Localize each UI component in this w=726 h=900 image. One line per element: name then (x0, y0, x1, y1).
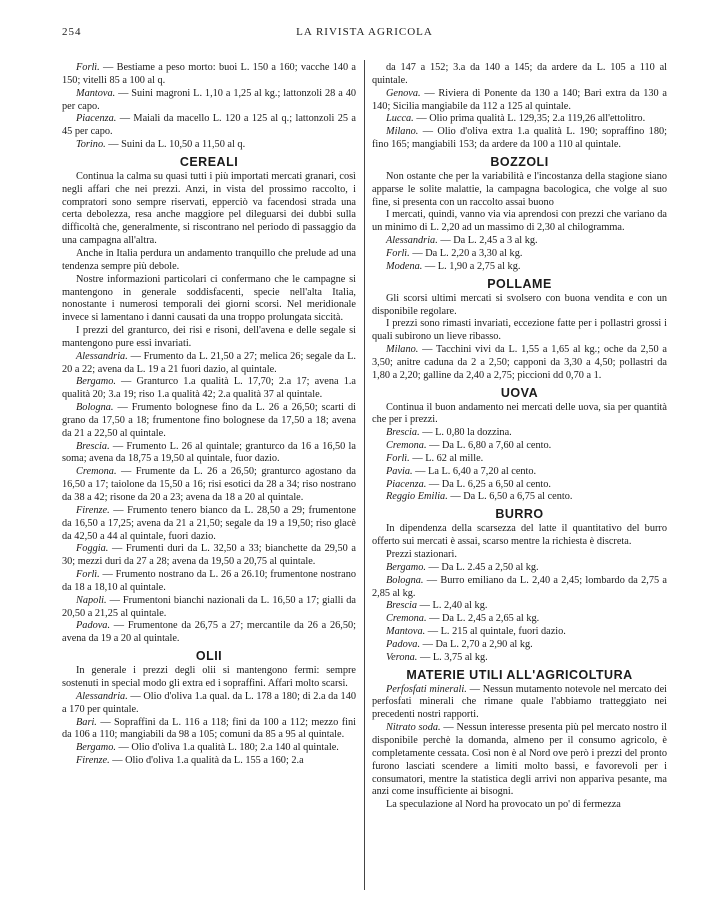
bozzoli-intro (372, 171, 667, 235)
market-entry (62, 742, 356, 755)
market-prices: — L. 2,40 al kg. (417, 600, 488, 612)
market-entry (372, 491, 667, 504)
page-header (62, 26, 667, 42)
market-entry (372, 613, 667, 626)
market-entry (62, 595, 356, 621)
market-entry (372, 626, 667, 639)
market-prices: — Burro emiliano da L. 2,40 a 2,45; lombardo da 2,75 a 2,85 al kg. (372, 574, 667, 599)
market-prices: — Bestiame a peso morto: buoi L. 150 a 160; vacche 140 a 150; vitelli 85 a 100 al q. (62, 62, 356, 86)
market-entry (62, 543, 356, 569)
section-heading-materie-utili: MATERIE UTILI ALL'AGRICOLTURA (406, 667, 633, 682)
market-entry (372, 113, 667, 126)
paragraph: I mercati, quindi, vanno via via aprendosi con prezzi che variano da un minimo di L. 2,20 ad un massimo di 2,30 al chilogramma. (372, 209, 667, 234)
market-prices: — Olio d'oliva 1.a qual. da L. 178 a 180; di 2.a da 140 a 170 per quintale. (62, 690, 356, 715)
market-entry (62, 113, 356, 139)
market-prices: — L. 1,90 a 2,75 al kg. (422, 260, 521, 272)
cereali-market-entries (62, 351, 356, 646)
market-city: Mantova. (76, 87, 116, 99)
market-entry (62, 466, 356, 505)
market-prices: — L. 3,75 al kg. (417, 651, 488, 663)
market-prices: — Frumentoni bianchi nazionali da L. 16,50 a 17; gialli da 20,50 a 21,25 al quintale. (62, 594, 356, 619)
market-prices: — Frumento bolognese fino da L. 26 a 26,50; scarti di grano da 17,50 a 18; frumentone fino bolognese da 17,50 a 18; avena da 21 a 22,50 al quintale. (62, 402, 356, 439)
market-entry (62, 402, 356, 441)
market-entry (372, 62, 667, 88)
market-city: Bergamo. (76, 376, 116, 388)
market-prices: — Olio prima qualità L. 129,35; 2.a 119,26 all'ettolitro. (413, 113, 646, 125)
market-city: Milano. (386, 126, 419, 138)
section-heading-bozzoli: BOZZOLI (490, 154, 549, 169)
market-city: Napoli. (76, 594, 107, 606)
market-prices: — Da L. 6,80 a 7,60 al cento. (426, 440, 552, 452)
market-prices: — Olio d'oliva 1.a qualità da L. 155 a 160; 2.a (109, 755, 304, 767)
market-prices: — Da L. 2.45 a 2,50 al kg. (425, 561, 539, 573)
running-title: LA RIVISTA AGRICOLA (296, 26, 433, 38)
market-prices: — Granturco 1.a qualità L. 17,70; 2.a 17; avena 1.a qualità 20; 3.a 19; riso 1.a qualità 42; 2.a qualità 37 al quintale. (62, 376, 356, 401)
market-prices: — Riviera di Ponente da 130 a 140; Bari extra da 130 a 140; Sicilia mangiabile da 112 a 125 al quintale. (372, 87, 667, 112)
market-entry (372, 466, 667, 479)
market-prices: — Nessun interesse presenta più pel mercato nostro il disponibile perchè la domanda, almeno per il consumo agricolo, è completamente cessata. Così non è al Nord ove però i prezzi del pronto furono lasciati scendere a limiti molto bassi, e favorevoli per i consumatori, mentre la statistica degli arrivi non appariva pesante, ma anzi come insufficiente ai bisogni. (372, 722, 667, 798)
section-heading-pollame: POLLAME (487, 276, 552, 291)
market-city: Cremona. (386, 440, 427, 452)
market-entry (372, 440, 667, 453)
market-city: Nitrato soda. (386, 722, 441, 734)
materie-entries (372, 684, 667, 800)
market-city: Alessandria. (76, 350, 128, 362)
market-city: Padova. (386, 638, 421, 650)
page-number: 254 (62, 26, 82, 38)
market-prices: — Frumento L. 26 al quintale; granturco da 16 a 16,50 la soma; avena da 18,75 a 19,50 al quintale, fuor dazio. (62, 440, 356, 465)
market-entry (62, 569, 356, 595)
market-city: Torino. (76, 139, 106, 151)
market-entry (62, 755, 356, 768)
market-city: Alessandria. (76, 690, 128, 702)
right-column (372, 62, 667, 812)
bozzoli-market-entries (372, 235, 667, 274)
market-prices: — Frumento nostrano da L. 26 a 26.10; frumentone nostrano da 18 a 18,10 al quintale. (62, 569, 356, 593)
market-city: Lucca. (386, 113, 414, 125)
section-heading-uova: UOVA (500, 385, 539, 400)
market-city: Firenze. (76, 755, 110, 767)
market-entry (372, 575, 667, 601)
market-city: Brescia. (386, 427, 420, 439)
paragraph: Non ostante che per la variabilità e l'incostanza della stagione siano apparse le solite malattie, la campagna bacologica, che volge al suo fine, si presenta con un raccolto assai buono (372, 170, 667, 208)
market-city: Forlì. (76, 569, 100, 581)
section-heading-burro: BURRO (495, 507, 544, 522)
market-prices: — Olio d'oliva 1.a qualità L. 180; 2.a 140 al quintale. (115, 742, 339, 754)
olii-market-entries (62, 691, 356, 768)
market-city: Modena. (386, 260, 423, 272)
market-city: Brescia. (76, 440, 110, 452)
market-city: Cremona. (76, 466, 117, 478)
market-city: Forlì. (386, 452, 410, 464)
market-entry (62, 691, 356, 717)
market-city: Mantova. (386, 626, 426, 638)
market-prices: — Frumente da L. 26 a 26,50; granturco agostano da 16,50 a 17; taiolone da 15,50 a 16; risi esotici da 28 a 34; riso nostrano da 38 a 42; risone da 20 a 23; avena da 18 a 20 al quintale. (62, 466, 356, 503)
market-entry (372, 427, 667, 440)
market-prices: — Sopraffini da L. 116 a 118; fini da 100 a 112; mezzo fini da 106 a 110; mangiabili da 98 a 105; comuni da 85 a 95 al quintale. (62, 716, 356, 741)
pollame-intro (372, 293, 667, 344)
market-city: Piacenza. (386, 478, 427, 490)
market-city: Forlì. (386, 247, 410, 259)
market-city: Verona. (386, 651, 418, 663)
market-city: Forlì. (76, 62, 100, 73)
market-city: Piacenza. (76, 113, 117, 125)
burro-market-entries (372, 562, 667, 665)
market-prices: — Olio d'oliva extra 1.a qualità L. 190; sopraffino 180; fino 165; mangiabili 153; da ardere da 100 a 110 al quintale. (372, 126, 667, 151)
market-prices: — Tacchini vivi da L. 1,55 a 1,65 al kg.; oche da 2,50 a 3,50; anitre caduna da 2 a 2,50; capponi da 3,30 a 4,50; pollastri da 1,80 a 2,20; galline da 2,40 a 2,75; piccioni dd 0,70 a 1. (372, 344, 667, 381)
pollame-market-entries (372, 344, 667, 383)
market-entry (372, 88, 667, 114)
market-city: Bologna. (76, 402, 114, 414)
paragraph: Prezzi stazionari. (386, 549, 457, 560)
market-city: Bergamo. (76, 742, 116, 754)
market-entry (372, 344, 667, 383)
market-city: Bergamo. (386, 561, 426, 573)
market-city: Perfosfati minerali. (386, 683, 467, 695)
market-prices: — Da L. 2,45 a 2,65 al kg. (426, 613, 540, 625)
uova-intro: Continua il buon andamento nei mercati delle uova, sia per quantità che per i prezzi. (372, 401, 667, 426)
olii-continued (372, 62, 667, 152)
section-heading-olii: OLII (195, 649, 223, 664)
paragraph: Nostre informazioni particolari ci confermano che le campagne si mantengono in generale soddisfacenti, specie nell'alta Italia, nonostante i numerosi temporali dei giorni scorsi. Nel meridionale invece si lamentano i danni causati da una troppo prolungata siccità. (62, 273, 356, 324)
market-prices: — Da L. 6,50 a 6,75 al cento. (447, 491, 573, 503)
market-prices: — Da L. 2,70 a 2,90 al kg. (420, 638, 533, 650)
market-prices: — Da L. 6,25 a 6,50 al cento. (426, 478, 552, 490)
market-prices: — Frumento da L. 21,50 a 27; melica 26; segale da L. 20 a 22; avena da L. 19 a 21 fuori dazio, al quintale. (62, 350, 356, 375)
market-prices: — L. 0,80 la dozzina. (419, 427, 512, 439)
market-prices: da 147 a 152; 3.a da 140 a 145; da ardere da L. 105 a 110 al quintale. (372, 62, 667, 86)
paragraph: Continua la calma su quasi tutti i più importati mercati granari, così negli affari che nei prezzi. Anzi, in vista del prossimo raccolto, i compratori sono sempre riservati, epperciò va facendosi strada una certa debolezza, resa anche maggiore pel dileguarsi dei dubbi sulla difficoltà che, generalmente, si riscontrano nel periodo di passaggio da una campagna all'altra. (62, 170, 356, 247)
market-entry (372, 722, 667, 799)
market-prices: — Suini da L. 10,50 a 11,50 al q. (105, 139, 246, 151)
market-prices: — L. 62 al mille. (409, 452, 484, 464)
market-entry (62, 717, 356, 743)
market-city: Padova. (76, 620, 111, 632)
market-entry (372, 235, 667, 248)
market-city: Reggio Emilia. (386, 491, 448, 503)
materie-tail: La speculazione al Nord ha provocato un po' di fermezza (386, 799, 621, 811)
uova-market-entries (372, 427, 667, 504)
market-city: Pavia. (386, 465, 413, 477)
market-prices: — Suini magroni L. 1,10 a 1,25 al kg.; lattonzoli 28 a 40 per capo. (62, 87, 356, 112)
market-prices: — Da L. 2,45 a 3 al kg. (437, 235, 538, 247)
olii-intro: In generale i prezzi degli olii si mantengono fermi: sempre sostenuti in special modo gli extra ed i sopraffini. Affari molto scarsi. (62, 665, 356, 689)
section-heading-cereali: CEREALI (179, 154, 239, 169)
left-column (62, 62, 356, 768)
market-entry (372, 261, 667, 274)
market-city: Foggia. (76, 543, 109, 555)
market-prices: — Maiali da macello L. 120 a 125 al q.; lattonzoli 25 a 45 per capo. (62, 113, 356, 138)
paragraph: Anche in Italia perdura un andamento tranquillo che prelude ad una tendenza sempre più debole. (62, 247, 356, 272)
market-city: Firenze. (76, 504, 110, 516)
market-prices: — La L. 6,40 a 7,20 al cento. (412, 465, 537, 477)
market-entry (62, 88, 356, 114)
market-city: Genova. (386, 87, 421, 99)
paragraph: Gli scorsi ultimi mercati si svolsero con buona vendita e con un disponibile regolare. (372, 292, 667, 317)
market-entry (62, 505, 356, 544)
market-prices: — Da L. 2,20 a 3,30 al kg. (409, 247, 523, 259)
market-city: Bari. (76, 716, 97, 728)
market-prices: — Frumenti duri da L. 32,50 a 33; bianchette da 29,50 a 30; mezzi duri da 27 a 28; avena da 19,50 a 20,75 al quintale. (62, 543, 356, 568)
market-entry (372, 479, 667, 492)
market-prices: — L. 215 al quintale, fuori dazio. (425, 626, 566, 638)
market-entry (372, 453, 667, 466)
market-entry (372, 562, 667, 575)
market-entry (62, 376, 356, 402)
bestiame-continued (62, 62, 356, 152)
paragraph: In dipendenza della scarsezza del latte il quantitativo del burro offerto sui mercati è assai, scarso mentre la richiesta è discreta. (372, 523, 667, 548)
market-entry (372, 126, 667, 152)
market-entry (62, 441, 356, 467)
market-city: Alessandria. (386, 235, 438, 247)
burro-intro (372, 523, 667, 562)
cereali-intro (62, 171, 356, 351)
market-entry (372, 248, 667, 261)
paragraph: I prezzi del granturco, dei risi e risoni, dell'avena e delle segale si mantengono pure essi invariati. (62, 325, 356, 349)
column-divider (364, 60, 365, 890)
market-entry (372, 639, 667, 652)
market-entry (62, 351, 356, 377)
market-city: Brescia (386, 600, 418, 612)
market-entry (372, 684, 667, 723)
market-entry (62, 62, 356, 88)
paragraph: I prezzi sono rimasti invariati, eccezione fatte per i pollastri grossi i quali subirono un lieve ribasso. (372, 318, 667, 343)
market-prices: — Frumento tenero bianco da L. 28,50 a 29; frumentone da 16,50 a 17,25; avena da 21 a 21,50; segale da 19 a 19,50; riso glacè da 42,50 a 44 al quintale, fuori dazio. (62, 504, 356, 542)
market-entry (62, 620, 356, 646)
market-prices: — Frumentone da 26,75 a 27; mercantile da 26 a 26,50; avena da 19 a 20 al quintale. (62, 620, 356, 645)
market-entry (372, 600, 667, 613)
market-entry (372, 652, 667, 665)
market-entry (62, 139, 356, 152)
market-city: Cremona. (386, 613, 427, 625)
market-city: Milano. (386, 344, 419, 356)
market-prices: — Nessun mutamento notevole nel mercato dei perfosfati minerali che rimane quale l'abbiamo tratteggiato nei precedenti nostri rapporti. (372, 683, 668, 721)
market-city: Bologna. (386, 574, 424, 586)
